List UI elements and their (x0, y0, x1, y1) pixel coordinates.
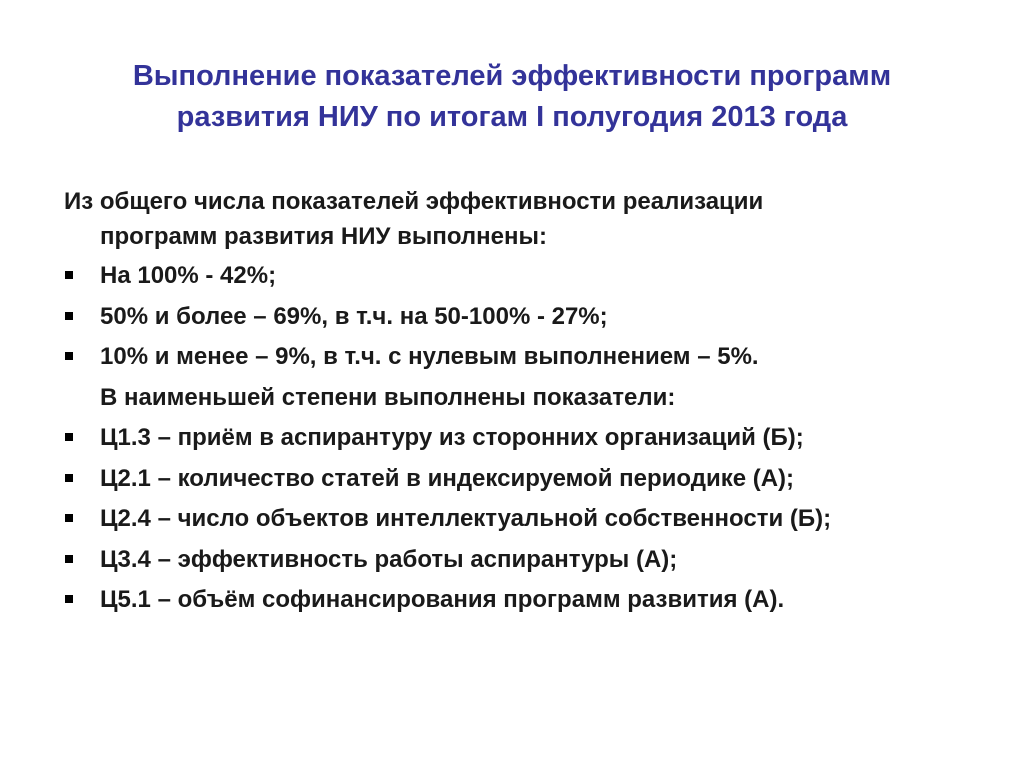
square-bullet-icon (65, 433, 73, 441)
square-bullet-icon (65, 474, 73, 482)
list-item-text: Ц3.4 – эффективность работы аспирантуры (А); (100, 545, 678, 573)
list-item-text: 10% и менее – 9%, в т.ч. с нулевым выполнением – 5%. (100, 343, 759, 370)
list-item-text: Ц2.1 – количество статей в индексируемой периодике (А); (100, 464, 795, 492)
list-item-text: 50% и более – 69%, в т.ч. на 50-100% - 27%; (100, 302, 608, 330)
list-item-stat-2 (64, 299, 984, 340)
square-bullet-icon (65, 514, 73, 522)
square-bullet-icon (65, 271, 73, 279)
list-item-stat-1 (64, 258, 984, 299)
square-bullet-icon (65, 352, 73, 360)
list-item-indicator-2 (64, 461, 984, 502)
intro-line-2: программ развития НИУ выполнены: (100, 223, 547, 250)
square-bullet-icon (65, 595, 73, 603)
title-line-1: Выполнение показателей эффективности программ (132, 60, 892, 92)
intro-line-1: Из общего числа показателей эффективности реализации (64, 188, 764, 215)
subheading: В наименьшей степени выполнены показатели: (100, 383, 676, 411)
list-item-text: Ц1.3 – приём в аспирантуру из сторонних организаций (Б); (100, 424, 804, 451)
title-line-2: развития НИУ по итогам I полугодия 2013 года (176, 101, 848, 133)
list-item-text: Ц5.1 – объём софинансирования программ развития (А). (100, 586, 785, 613)
list-item-indicator-3 (64, 501, 984, 542)
list-item-text: Ц2.4 – число объектов интеллектуальной собственности (Б); (100, 505, 832, 532)
list-item-indicator-5 (64, 582, 984, 623)
list-item-indicator-1 (64, 420, 984, 461)
square-bullet-icon (65, 555, 73, 563)
square-bullet-icon (65, 312, 73, 320)
list-item-text: На 100% - 42%; (100, 262, 277, 289)
slide-title (40, 56, 984, 138)
list-item-indicator-4 (64, 542, 984, 583)
list-item-stat-3 (64, 339, 984, 380)
slide-body (64, 184, 984, 623)
